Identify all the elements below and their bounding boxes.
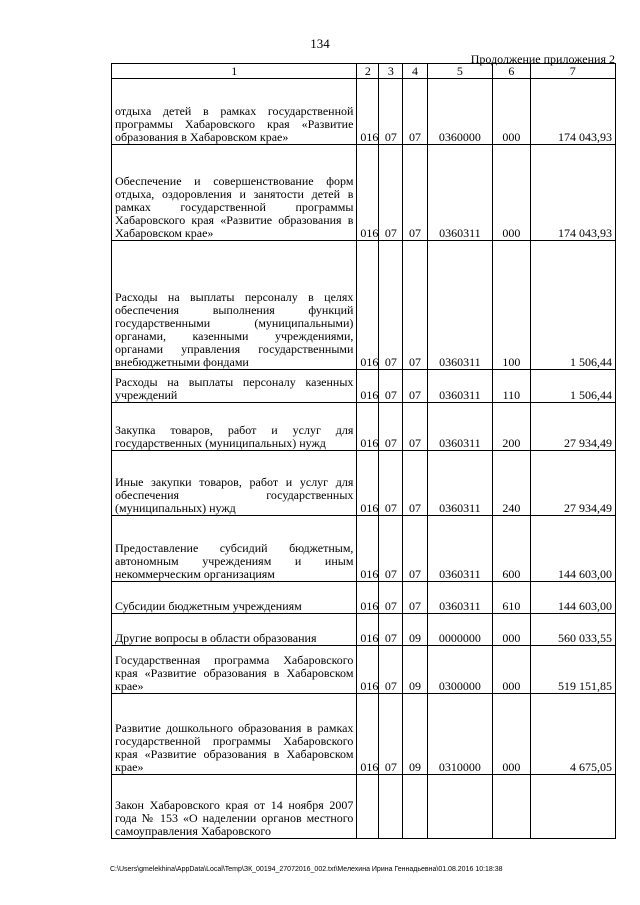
table-row — [112, 516, 616, 582]
amount: 174 043,93 — [530, 145, 616, 241]
section-code: 07 — [379, 145, 403, 241]
ministry-code — [357, 775, 379, 839]
target-article-code: 0360311 — [427, 241, 493, 370]
section-code: 07 — [379, 614, 403, 646]
column-header: 4 — [403, 64, 427, 79]
amount: 560 033,55 — [530, 614, 616, 646]
ministry-code: 016 — [357, 145, 379, 241]
row-name: Предоставление субсидий бюджетным, автономным учреждениям и иным некоммерческим организациям — [112, 516, 357, 582]
column-header: 7 — [530, 64, 616, 79]
section-code: 07 — [379, 241, 403, 370]
page-number: 134 — [310, 36, 330, 51]
target-article-code: 0360311 — [427, 403, 493, 451]
expense-type-code: 000 — [493, 614, 530, 646]
column-header: 2 — [357, 64, 379, 79]
amount — [530, 775, 616, 839]
column-header: 3 — [379, 64, 403, 79]
amount: 1 506,44 — [530, 370, 616, 403]
amount: 519 151,85 — [530, 646, 616, 694]
ministry-code: 016 — [357, 370, 379, 403]
expense-type-code: 600 — [493, 516, 530, 582]
ministry-code: 016 — [357, 241, 379, 370]
appendix-continuation-label: Продолжение приложения 2 — [470, 52, 615, 66]
expense-type-code: 100 — [493, 241, 530, 370]
target-article-code: 0360311 — [427, 451, 493, 516]
table-row — [112, 451, 616, 516]
target-article-code: 0360311 — [427, 582, 493, 614]
amount: 144 603,00 — [530, 582, 616, 614]
ministry-code: 016 — [357, 516, 379, 582]
section-code: 07 — [379, 451, 403, 516]
section-code: 07 — [379, 516, 403, 582]
budget-table — [111, 63, 616, 839]
expense-type-code: 240 — [493, 451, 530, 516]
row-name: Обеспечение и совершенствование форм отдыха, оздоровления и занятости детей в рамках государственной программы Хабаровского края «Развитие образования в Хабаровском крае» — [112, 145, 357, 241]
section-code: 07 — [379, 370, 403, 403]
table-row — [112, 145, 616, 241]
subsection-code: 07 — [403, 241, 427, 370]
table-row — [112, 775, 616, 839]
table-row — [112, 370, 616, 403]
amount: 4 675,05 — [530, 694, 616, 775]
row-name: Иные закупки товаров, работ и услуг для обеспечения государственных (муниципальных) нужд — [112, 451, 357, 516]
expense-type-code: 000 — [493, 694, 530, 775]
subsection-code: 07 — [403, 145, 427, 241]
subsection-code: 09 — [403, 694, 427, 775]
table-row — [112, 646, 616, 694]
section-code: 07 — [379, 403, 403, 451]
ministry-code: 016 — [357, 646, 379, 694]
ministry-code: 016 — [357, 403, 379, 451]
target-article-code: 0310000 — [427, 694, 493, 775]
subsection-code: 09 — [403, 614, 427, 646]
target-article-code: 0360311 — [427, 516, 493, 582]
amount: 1 506,44 — [530, 241, 616, 370]
amount: 27 934,49 — [530, 403, 616, 451]
subsection-code: 07 — [403, 79, 427, 145]
ministry-code: 016 — [357, 79, 379, 145]
target-article-code: 0300000 — [427, 646, 493, 694]
file-path-footer: C:\Users\gmelekhina\AppData\Local\Temp\ЗК_00194_27072016_002.txt\Мелехина Ирина Геннадьевна\01.08.2016 10:18:38 — [110, 866, 503, 873]
section-code: 07 — [379, 694, 403, 775]
table-row — [112, 614, 616, 646]
row-name: Государственная программа Хабаровского края «Развитие образования в Хабаровском крае» — [112, 646, 357, 694]
column-header: 1 — [112, 64, 357, 79]
ministry-code: 016 — [357, 694, 379, 775]
expense-type-code: 200 — [493, 403, 530, 451]
ministry-code: 016 — [357, 451, 379, 516]
section-code — [379, 775, 403, 839]
section-code: 07 — [379, 582, 403, 614]
row-name: Расходы на выплаты персоналу казенных учреждений — [112, 370, 357, 403]
table-header-row — [112, 64, 616, 79]
row-name: отдыха детей в рамках государственной программы Хабаровского края «Развитие образования в Хабаровском крае» — [112, 79, 357, 145]
subsection-code — [403, 775, 427, 839]
column-header: 5 — [427, 64, 493, 79]
row-name: Субсидии бюджетным учреждениям — [112, 582, 357, 614]
amount: 27 934,49 — [530, 451, 616, 516]
ministry-code: 016 — [357, 582, 379, 614]
subsection-code: 09 — [403, 646, 427, 694]
expense-type-code: 000 — [493, 646, 530, 694]
target-article-code — [427, 775, 493, 839]
table-row — [112, 403, 616, 451]
table-row — [112, 241, 616, 370]
target-article-code: 0000000 — [427, 614, 493, 646]
target-article-code: 0360311 — [427, 145, 493, 241]
subsection-code: 07 — [403, 451, 427, 516]
ministry-code: 016 — [357, 614, 379, 646]
table-row — [112, 582, 616, 614]
column-header: 6 — [493, 64, 530, 79]
subsection-code: 07 — [403, 516, 427, 582]
expense-type-code: 610 — [493, 582, 530, 614]
table-row — [112, 79, 616, 145]
expense-type-code — [493, 775, 530, 839]
row-name: Развитие дошкольного образования в рамках государственной программы Хабаровского края «Развитие образования в Хабаровском крае» — [112, 694, 357, 775]
target-article-code: 0360000 — [427, 79, 493, 145]
expense-type-code: 000 — [493, 145, 530, 241]
row-name: Закон Хабаровского края от 14 ноября 2007 года № 153 «О наделении органов местного самоуправления Хабаровского — [112, 775, 357, 839]
target-article-code: 0360311 — [427, 370, 493, 403]
table-row — [112, 694, 616, 775]
expense-type-code: 000 — [493, 79, 530, 145]
subsection-code: 07 — [403, 403, 427, 451]
subsection-code: 07 — [403, 370, 427, 403]
amount: 144 603,00 — [530, 516, 616, 582]
expense-type-code: 110 — [493, 370, 530, 403]
subsection-code: 07 — [403, 582, 427, 614]
section-code: 07 — [379, 79, 403, 145]
amount: 174 043,93 — [530, 79, 616, 145]
row-name: Расходы на выплаты персоналу в целях обеспечения выполнения функций государственными (муниципальными) органами, казенными учреждениями, органами управления государственными внебюджетными фондами — [112, 241, 357, 370]
row-name: Другие вопросы в области образования — [112, 614, 357, 646]
row-name: Закупка товаров, работ и услуг для государственных (муниципальных) нужд — [112, 403, 357, 451]
section-code: 07 — [379, 646, 403, 694]
